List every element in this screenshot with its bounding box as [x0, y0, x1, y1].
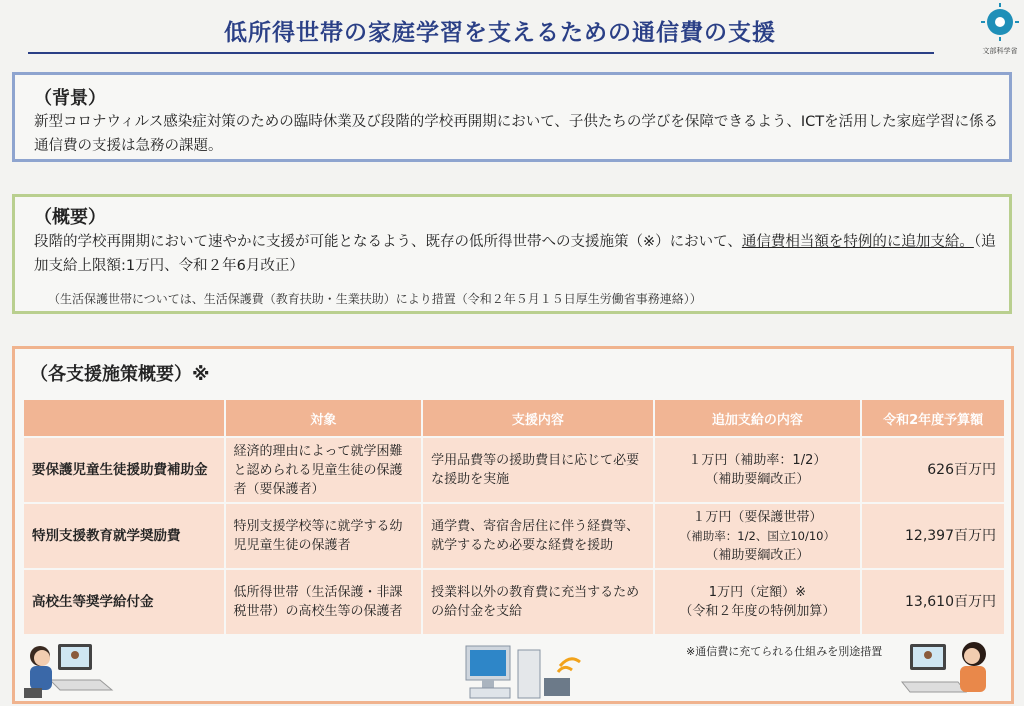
background-text: 新型コロナウィルス感染症対策のための臨時休業及び段階的学校再開期において、子供たちの学びを保障できるよう、ICTを活用した家庭学習に係る通信費の支援は急務の課題。 [34, 114, 999, 154]
row-budget: 13,610百万円 [862, 570, 1004, 634]
overview-text-b: （追加支給上限額:1万円、令和２年6月改正） [34, 234, 996, 274]
overview-heading: （概要） [34, 207, 106, 228]
page-title: 低所得世帯の家庭学習を支えるための通信費の支援 [224, 20, 776, 46]
row-additional [655, 438, 861, 502]
header-content: 支援内容 [423, 400, 652, 436]
row-name: 高校生等奨学給付金 [24, 570, 224, 634]
row-target: 低所得世帯（生活保護・非課税世帯）の高校生等の保護者 [226, 570, 422, 634]
row-name: 要保護児童生徒援助費補助金 [24, 438, 224, 502]
row-budget: 626百万円 [862, 438, 1004, 502]
child-studying-illustration-right [896, 634, 1006, 700]
table-header-row [24, 400, 1004, 436]
table-row [24, 438, 1004, 502]
row-additional-line1: １万円（補助率：1/2） [688, 453, 827, 468]
row-additional-line2: （補助要綱改正） [705, 472, 810, 487]
header-additional: 追加支給の内容 [655, 400, 861, 436]
row-additional-line1: 1万円（定額）※ [708, 585, 806, 600]
row-target: 経済的理由によって就学困難と認められる児童生徒の保護者（要保護者） [226, 438, 422, 502]
mext-emblem-icon [978, 0, 1022, 46]
row-target: 特別支援学校等に就学する幼児児童生徒の保護者 [226, 504, 422, 568]
table-footnote: ※通信費に充てられる仕組みを別途措置 [686, 645, 883, 658]
row-content: 授業料以外の教育費に充当するための給付金を支給 [423, 570, 652, 634]
row-additional [655, 504, 861, 568]
overview-note: （生活保護世帯については、生活保護費（教育扶助・生業扶助）により措置（令和２年５月１５日厚生労働省事務連絡）） [48, 292, 702, 306]
computer-wifi-illustration [462, 644, 582, 704]
header-budget: 令和2年度予算額 [862, 400, 1004, 436]
overview-text-underlined: 通信費相当額を特例的に追加支給。 [741, 234, 974, 250]
header-empty [24, 400, 224, 436]
background-heading: （背景） [34, 88, 106, 109]
row-name: 特別支援教育就学奨励費 [24, 504, 224, 568]
overview-text [34, 230, 996, 278]
row-additional-line1: １万円（要保護世帯） [692, 509, 823, 525]
row-additional-line2: （補助率：1/2、国立10/10） [679, 528, 835, 543]
row-additional-line2: （令和２年度の特例加算） [679, 604, 836, 619]
row-additional-line3: （補助要綱改正） [705, 547, 810, 563]
logo-label: 文部科学省 [982, 47, 1018, 55]
title-underline [28, 52, 934, 54]
mext-logo [978, 0, 1022, 60]
child-studying-illustration-left [20, 634, 130, 700]
header-target: 対象 [226, 400, 422, 436]
measures-heading: （各支援施策概要）※ [30, 364, 210, 385]
row-additional [655, 570, 861, 634]
table-row [24, 570, 1004, 634]
measures-table [22, 398, 1006, 636]
overview-text-a: 段階的学校再開期において速やかに支援が可能となるよう、既存の低所得世帯への支援施策（※）において、 [34, 234, 742, 250]
row-content: 通学費、寄宿舎居住に伴う経費等、就学するため必要な経費を援助 [423, 504, 652, 568]
row-content: 学用品費等の援助費目に応じて必要な援助を実施 [423, 438, 652, 502]
row-budget: 12,397百万円 [862, 504, 1004, 568]
table-row [24, 504, 1004, 568]
